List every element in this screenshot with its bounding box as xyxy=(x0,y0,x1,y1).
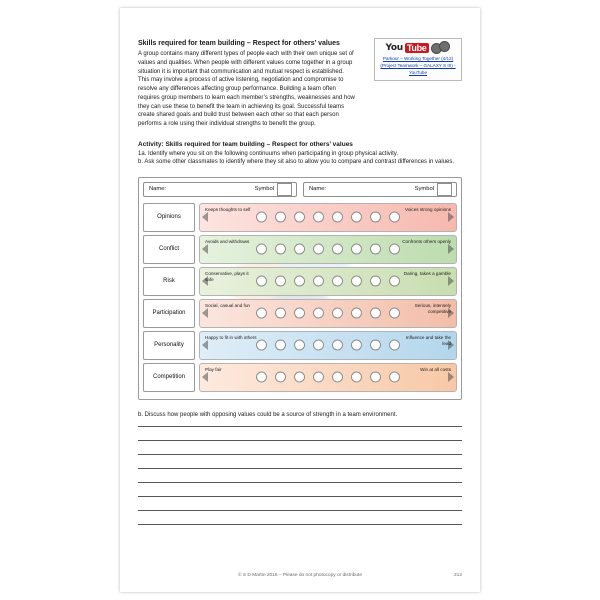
continuum-dot[interactable] xyxy=(332,244,343,255)
continuum-dot[interactable] xyxy=(389,276,400,287)
continuum-dot[interactable] xyxy=(313,212,324,223)
answer-lines xyxy=(138,426,462,525)
continuum-dots xyxy=(256,212,400,223)
symbol-group-1 xyxy=(255,183,296,196)
continuum-dot[interactable] xyxy=(275,372,286,383)
continuum-dot[interactable] xyxy=(275,308,286,319)
answer-line[interactable] xyxy=(138,454,462,455)
continuum-caption-right: Confronts others openly xyxy=(402,238,451,244)
continuum-caption-right: Win at all costs xyxy=(420,366,451,372)
continuum-label-participation: Participation xyxy=(143,299,195,328)
continuum-dot[interactable] xyxy=(389,244,400,255)
continuum-dot[interactable] xyxy=(332,340,343,351)
continuum-dot[interactable] xyxy=(294,276,305,287)
continuum-dot[interactable] xyxy=(256,372,267,383)
arrow-left-icon xyxy=(202,308,208,318)
continuum-scale[interactable] xyxy=(199,299,457,328)
continuum-dot[interactable] xyxy=(275,212,286,223)
continuum-caption-right: Influence and take the lead xyxy=(405,334,451,347)
continuum-dots xyxy=(256,308,400,319)
continuum-label-personality: Personality xyxy=(143,331,195,360)
continuum-dot[interactable] xyxy=(256,276,267,287)
continuum-dot[interactable] xyxy=(275,276,286,287)
arrow-right-icon xyxy=(448,212,454,222)
arrow-left-icon xyxy=(202,340,208,350)
continuum-dot[interactable] xyxy=(275,340,286,351)
continuum-dot[interactable] xyxy=(332,372,343,383)
answer-line[interactable] xyxy=(138,468,462,469)
continuum-dot[interactable] xyxy=(256,244,267,255)
answer-line[interactable] xyxy=(138,496,462,497)
arrow-right-icon xyxy=(448,276,454,286)
continuum-dot[interactable] xyxy=(351,308,362,319)
continuum-caption-left: Keeps thoughts to self xyxy=(205,206,251,212)
youtube-link-caption[interactable]: Parkour – Working Together (4/12) (Project Teamwork – GALAXY S III) - YouTube xyxy=(380,56,456,75)
footer-page-number: 212 xyxy=(453,573,462,578)
page-footer xyxy=(138,573,462,578)
continuum-scale[interactable] xyxy=(199,235,457,264)
continuum-dot[interactable] xyxy=(370,244,381,255)
continuum-caption-left: Conservative, plays it safe xyxy=(205,270,249,283)
continuum-dot[interactable] xyxy=(370,308,381,319)
continuum-dot[interactable] xyxy=(389,212,400,223)
continuum-label-conflict: Conflict xyxy=(143,235,195,264)
youtube-logo xyxy=(378,41,458,54)
answer-line[interactable] xyxy=(138,426,462,427)
continuum-dot[interactable] xyxy=(294,372,305,383)
continuum-label-opinions: Opinions xyxy=(143,203,195,232)
continuum-rows xyxy=(143,203,457,392)
document-content xyxy=(138,40,462,538)
answer-line[interactable] xyxy=(138,440,462,441)
continuum-scale[interactable] xyxy=(199,203,457,232)
name-label-1: Name: xyxy=(149,186,167,193)
continuum-dot[interactable] xyxy=(351,212,362,223)
footer-copyright: © S D Martin 2016 – Please do not photocopy or distribute xyxy=(237,573,363,578)
continuum-dot[interactable] xyxy=(370,372,381,383)
continuum-dot[interactable] xyxy=(332,276,343,287)
name-field-1[interactable] xyxy=(143,182,297,197)
activity-instruction-b: b. Ask some other classmates to identify where they sit also to allow you to compare and contrast differences in values. xyxy=(138,159,455,166)
continuum-dots xyxy=(256,276,400,287)
continuum-dot[interactable] xyxy=(370,276,381,287)
continuum-row xyxy=(143,331,457,360)
activity-title: Activity: Skills required for team building – Respect for others’ values xyxy=(138,140,353,148)
continuum-dot[interactable] xyxy=(313,372,324,383)
arrow-right-icon xyxy=(448,372,454,382)
youtube-word-tube: Tube xyxy=(406,42,427,53)
arrow-right-icon xyxy=(448,244,454,254)
question-b: b. Discuss how people with opposing values could be a source of strength in a team environment. xyxy=(138,411,398,418)
continuum-row xyxy=(143,299,457,328)
continuum-dot[interactable] xyxy=(370,340,381,351)
continuum-row xyxy=(143,267,457,296)
continuum-dot[interactable] xyxy=(294,340,305,351)
continuum-dot[interactable] xyxy=(294,212,305,223)
continuum-dot[interactable] xyxy=(313,276,324,287)
continuum-dot[interactable] xyxy=(313,308,324,319)
continuum-dot[interactable] xyxy=(351,244,362,255)
continuum-label-competition: Competition xyxy=(143,363,195,392)
continuum-dot[interactable] xyxy=(275,244,286,255)
symbol-box-1[interactable] xyxy=(277,183,292,196)
symbol-box-2[interactable] xyxy=(437,183,452,196)
continuum-caption-right: Serious, intensely competitive xyxy=(414,302,451,315)
continuum-row xyxy=(143,203,457,232)
page-title: Skills required for team building – Respect for others’ values xyxy=(138,40,340,47)
continuum-caption-left: Play fair xyxy=(205,366,222,372)
youtube-link-card[interactable] xyxy=(374,38,462,81)
symbol-group-2 xyxy=(415,183,456,196)
continuum-dot[interactable] xyxy=(313,244,324,255)
answer-line[interactable] xyxy=(138,510,462,511)
continuum-dot[interactable] xyxy=(256,308,267,319)
continuum-dot[interactable] xyxy=(351,372,362,383)
arrow-left-icon xyxy=(202,212,208,222)
continuum-dot[interactable] xyxy=(351,340,362,351)
youtube-word-you: You xyxy=(385,42,403,53)
arrow-left-icon xyxy=(202,372,208,382)
continuum-worksheet xyxy=(138,177,462,400)
continuum-scale[interactable] xyxy=(199,363,457,392)
continuum-caption-left: Avoids and withdraws xyxy=(205,238,250,244)
continuum-dot[interactable] xyxy=(389,372,400,383)
continuum-dot[interactable] xyxy=(389,340,400,351)
continuum-scale[interactable] xyxy=(199,331,457,360)
continuum-caption-right: Voices strong opinions xyxy=(405,206,451,212)
continuum-row xyxy=(143,363,457,392)
arrow-left-icon xyxy=(202,244,208,254)
continuum-dot[interactable] xyxy=(313,340,324,351)
name-row xyxy=(143,182,457,197)
symbol-label-2: Symbol xyxy=(414,186,434,193)
continuum-caption-left: Social, casual and fun xyxy=(205,302,250,308)
continuum-dot[interactable] xyxy=(256,212,267,223)
continuum-dot[interactable] xyxy=(370,212,381,223)
name-field-2[interactable] xyxy=(303,182,457,197)
name-label-2: Name: xyxy=(309,186,327,193)
continuum-dot[interactable] xyxy=(351,276,362,287)
continuum-label-risk: Risk xyxy=(143,267,195,296)
continuum-dots xyxy=(256,372,400,383)
continuum-dot[interactable] xyxy=(256,340,267,351)
continuum-dot[interactable] xyxy=(332,212,343,223)
symbol-label-1: Symbol xyxy=(254,186,274,193)
activity-instruction-a: 1a. Identify where you sit on the following continuums when participating in group physical activity. xyxy=(138,150,399,157)
continuum-row xyxy=(143,235,457,264)
document-sheet xyxy=(120,8,480,592)
continuum-dot[interactable] xyxy=(389,308,400,319)
continuum-caption-left: Happy to fit in with others xyxy=(205,334,257,340)
answer-line[interactable] xyxy=(138,482,462,483)
continuum-dot[interactable] xyxy=(294,308,305,319)
continuum-dots xyxy=(256,244,400,255)
activity-block xyxy=(138,141,462,167)
answer-line[interactable] xyxy=(138,524,462,525)
continuum-dot[interactable] xyxy=(294,244,305,255)
continuum-dots xyxy=(256,340,400,351)
continuum-dot[interactable] xyxy=(332,308,343,319)
film-reel-icon xyxy=(431,41,451,54)
continuum-caption-right: Daring, takes a gamble xyxy=(403,270,451,276)
body-paragraph: A group contains many different types of people each with their own unique set of values and qualities. When people with different values come together in a group situation it is important that communication and mutual respect is established. This may involve a process of active listening, negotiation and compromise to resolve any differences affecting group performance. Building a team often requires group members to learn each member’s strengths, weaknesses and how they can use these to benefit the team in achieving its goal. Successful teams create shared goals and build trust between each other so that each person performs a role using their individual strengths to benefit the group. xyxy=(138,51,355,127)
continuum-scale[interactable] xyxy=(199,267,457,296)
